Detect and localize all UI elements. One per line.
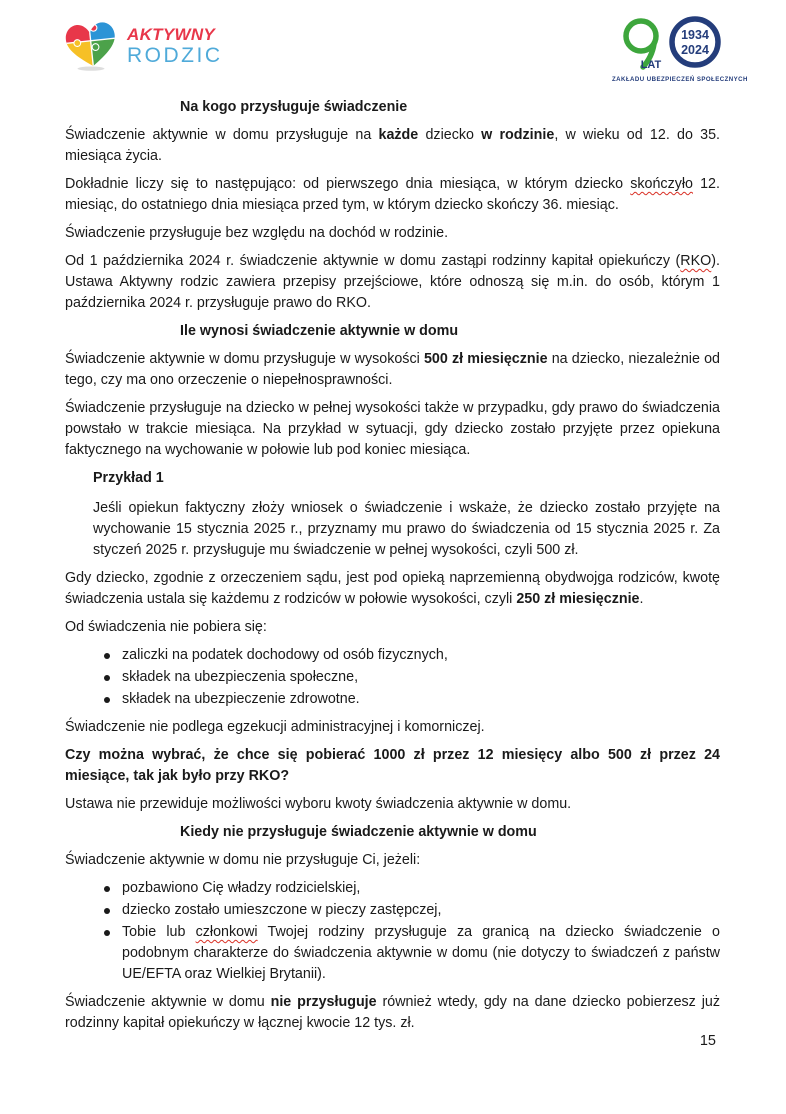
- text-run: Od 1 października 2024 r. świadczenie aktywnie w domu zastąpi rodzinny kapitał opiekuńczy (: [65, 253, 681, 269]
- text-run: Świadczenie aktywnie w domu: [65, 994, 271, 1010]
- paragraph-question: Czy można wybrać, że chce się pobierać 1000 zł przez 12 miesięcy albo 500 zł przez 24 miesiące, tak jak było przy RKO?: [65, 747, 720, 784]
- text-run: dziecko: [418, 127, 482, 143]
- zus-90-icon: [614, 16, 732, 70]
- paragraph-answer: Ustawa nie przewiduje możliwości wyboru kwoty świadczenia aktywnie w domu.: [65, 796, 572, 812]
- text-run: Świadczenie aktywnie w domu przysługuje w wysokości: [65, 351, 424, 367]
- paragraph-rko-transition: [65, 251, 720, 314]
- section-heading-eligibility: Na kogo przysługuje świadczenie: [180, 99, 408, 115]
- spellcheck-word: RKO: [680, 253, 712, 269]
- bullet-icon: [104, 930, 110, 936]
- bullet-icon: [104, 653, 110, 659]
- logo-subtitle: RODZIC: [127, 44, 223, 67]
- paragraph-age-counting: [65, 174, 720, 216]
- list-item-text: pozbawiono Cię władzy rodzicielskiej,: [122, 880, 361, 896]
- spellcheck-word: skończyło: [630, 176, 693, 192]
- text-run: Gdy dziecko, zgodnie z orzeczeniem sądu, jest pod opieką naprzemienną obydwojga rodziców, kwotę świadczenia ustala się każdemu z rodziców w połowie wysokości, czyli: [65, 570, 720, 607]
- example-block: [93, 468, 720, 561]
- example-title: Przykład 1: [93, 470, 164, 486]
- list-item: [65, 645, 720, 666]
- text-run: również wtedy, gdy na dane dziecko pobierzesz już rodzinny kapitał opiekuńczy w łącznej kwocie 12 tys. zł.: [65, 994, 721, 1031]
- text-run: .: [639, 591, 644, 607]
- list-item: [65, 667, 720, 688]
- text-run: Dokładnie liczy się to następująco: od pierwszego dnia miesiąca, w którym dziecko: [65, 176, 631, 192]
- zus-lat-label: LAT: [640, 59, 662, 70]
- exclusions-list: [65, 878, 720, 985]
- list-item-text: dziecko zostało umieszczone w pieczy zastępczej,: [122, 902, 442, 918]
- text-run: ). Ustawa Aktywny rodzic zawiera przepisy przejściowe, które odnoszą się m.in. do osób, którym 1 października 2024 r. przysługuje prawo do RKO.: [65, 253, 720, 311]
- bold-text: nie przysługuje: [270, 994, 377, 1010]
- paragraph-execution: Świadczenie nie podlega egzekucji administracyjnej i komorniczej.: [65, 719, 485, 735]
- list-item: [65, 689, 720, 710]
- paragraph-deductions-intro: Od świadczenia nie pobiera się:: [65, 619, 267, 635]
- bold-text: 500 zł miesięcznie: [423, 351, 548, 367]
- bullet-icon: [104, 675, 110, 681]
- paragraph-eligibility: [65, 125, 720, 167]
- zus-90-lat-logo: [612, 16, 748, 83]
- text-run: 12. miesiąc, do ostatniego dnia miesiąca przed tym, w którym dziecko skończy 36. miesiąc.: [65, 176, 720, 213]
- text-run: na dziecko, niezależnie od tego, czy ma ono orzeczenie o niepełnosprawności.: [65, 351, 720, 388]
- list-item: [65, 922, 720, 985]
- section-heading-exclusions: Kiedy nie przysługuje świadczenie aktywnie w domu: [180, 824, 537, 840]
- list-item: [65, 878, 720, 899]
- paragraph-rko-limit: [65, 992, 720, 1034]
- heart-puzzle-icon: [64, 16, 118, 74]
- text-run: , w wieku od 12. do 35. miesiąca życia.: [65, 127, 721, 164]
- bullet-icon: [104, 697, 110, 703]
- list-item: [65, 900, 720, 921]
- text-run: Świadczenie aktywnie w domu przysługuje na: [65, 127, 379, 143]
- aktywny-rodzic-wordmark: [127, 24, 223, 66]
- logo-title: AKTYWNY: [127, 25, 216, 44]
- paragraph-income: Świadczenie przysługuje bez względu na dochód w rodzinie.: [65, 225, 449, 241]
- list-item-text: Twojej rodziny przysługuje za granicą na dziecko świadczenie o podobnym charakterze do świadczenia aktywnie w domu (nie dotyczy to świadczeń z państw UE/EFTA oraz Wielkiej Brytanii).: [122, 924, 720, 982]
- page-header: [0, 0, 786, 83]
- paragraph-full-amount: Świadczenie przysługuje na dziecko w pełnej wysokości także w przypadku, gdy prawo do świadczenia powstało w trakcie miesiąca. Na przykład w sytuacji, gdy dziecko zostało przyjęte przez opiekuna faktycznego na wychowanie w połowie lub pod koniec miesiąca.: [65, 400, 720, 458]
- list-item-text: składek na ubezpieczenie zdrowotne.: [122, 691, 360, 707]
- list-item-text: składek na ubezpieczenia społeczne,: [122, 669, 359, 685]
- deductions-list: [65, 645, 720, 710]
- list-item-text: zaliczki na podatek dochodowy od osób fizycznych,: [122, 647, 448, 663]
- bold-text: 250 zł miesięcznie: [516, 591, 640, 607]
- bold-text: każde: [378, 127, 419, 143]
- zus-year-bottom: 2024: [681, 43, 709, 57]
- zus-caption: ZAKŁADU UBEZPIECZEŃ SPOŁECZNYCH: [612, 76, 748, 83]
- bullet-icon: [104, 886, 110, 892]
- spellcheck-word: członkowi: [195, 924, 258, 940]
- bold-text: w rodzinie: [481, 127, 555, 143]
- paragraph-alternating-care: [65, 568, 720, 610]
- bullet-icon: [104, 908, 110, 914]
- section-heading-amount: Ile wynosi świadczenie aktywnie w domu: [180, 323, 459, 339]
- example-body: Jeśli opiekun faktyczny złoży wniosek o świadczenie i wskaże, że dziecko zostało przyjęte na wychowanie 15 stycznia 2025 r., przyznamy mu prawo do świadczenia od 15 stycznia 2025 r. Za styczeń 2025 r. przysługuje mu świadczenie w pełnej wysokości, czyli 500 zł.: [93, 500, 720, 558]
- document-body: [0, 78, 786, 1034]
- page-number: 15: [699, 1033, 716, 1049]
- aktywny-rodzic-logo: [64, 16, 223, 74]
- paragraph-amount: [65, 349, 720, 391]
- zus-year-top: 1934: [681, 28, 709, 42]
- list-item-text: Tobie lub: [122, 924, 196, 940]
- paragraph-exclusions-intro: Świadczenie aktywnie w domu nie przysługuje Ci, jeżeli:: [65, 852, 421, 868]
